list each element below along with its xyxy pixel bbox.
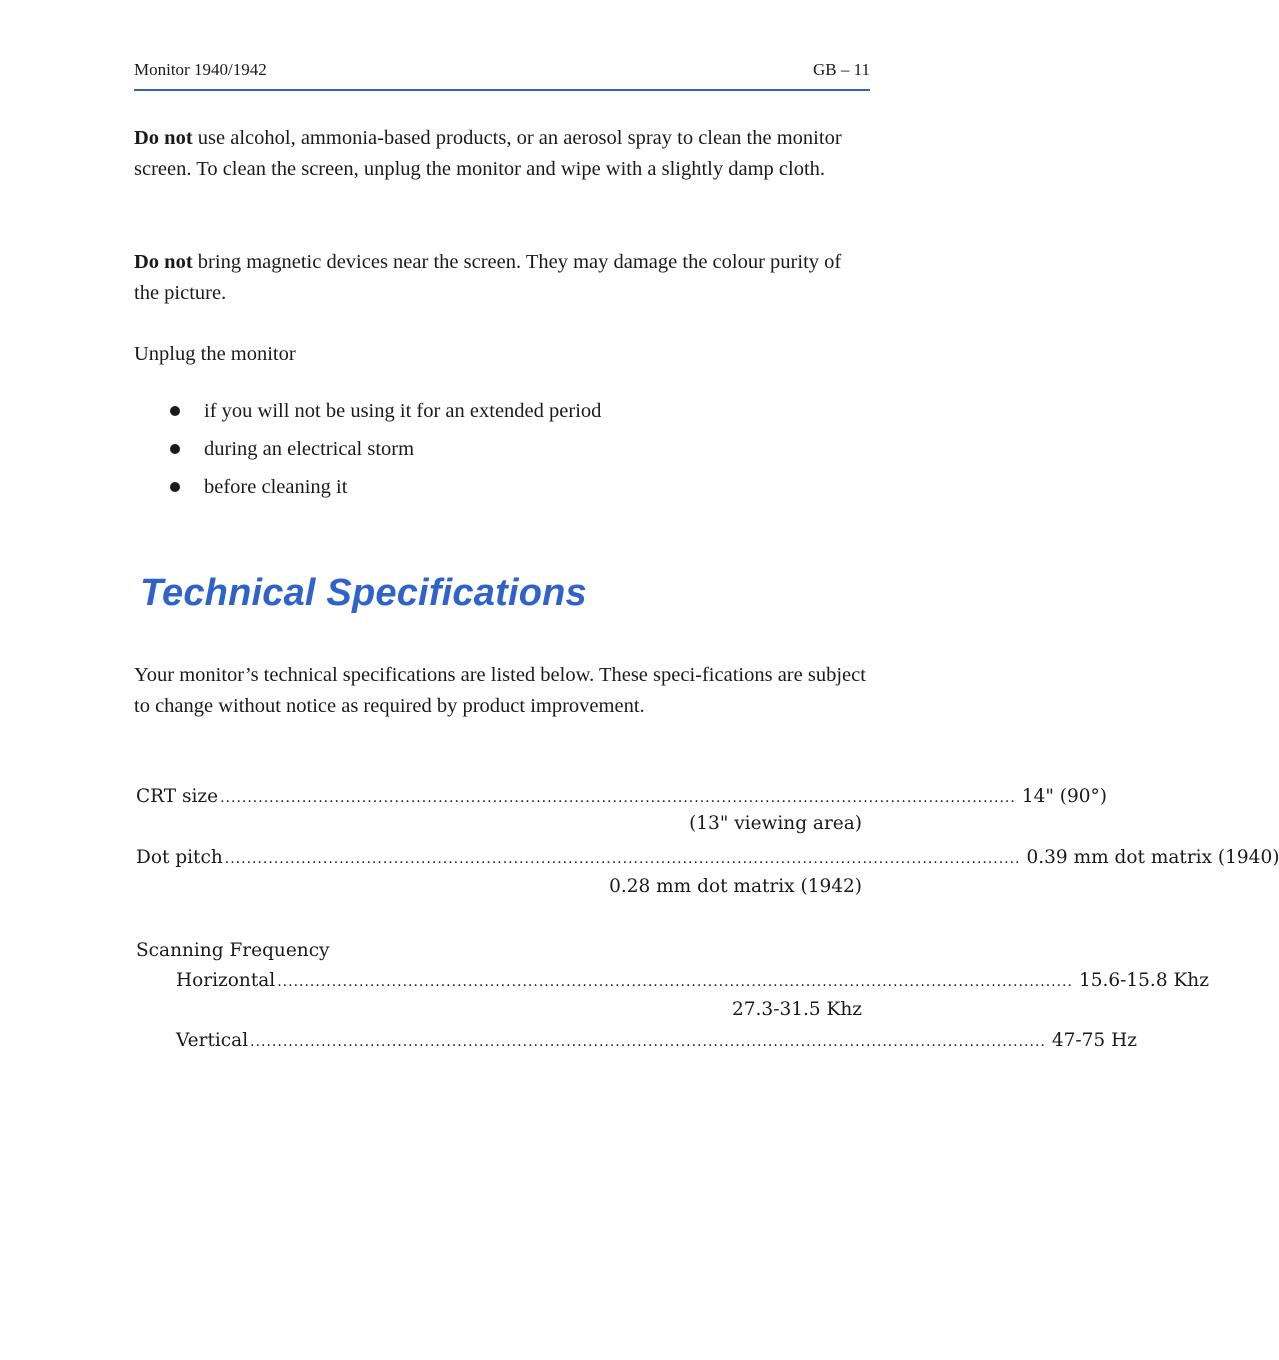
spec-label: Vertical [176,1030,249,1051]
spec-value: 47-75 Hz [1051,1030,1137,1051]
cleaning-warning-text: use alcohol, ammonia-based products, or an aerosol spray to clean the monitor screen. To clean the screen, unplug the monitor and wipe with a slightly damp cloth. [134,127,842,180]
spec-row-crt-size [136,782,1107,812]
bullet-icon [170,482,180,492]
dot-leader: .................................................................................................................................................. [250,1034,1046,1050]
list-item-text: before cleaning it [204,476,348,498]
spec-value: 0.39 mm dot matrix (1940) [1026,847,1279,868]
dot-leader: .................................................................................................................................................. [220,790,1016,806]
spec-value: 15.6-15.8 Khz [1078,970,1209,991]
spec-row-horizontal [176,966,1209,996]
magnetic-warning [134,247,864,309]
spec-value-extra: 0.28 mm dot matrix (1942) [609,876,862,897]
warning-emphasis: Do not [134,127,193,149]
spec-heading-scanning: Scanning Frequency [136,940,330,961]
list-item [168,392,601,430]
magnetic-warning-text: bring magnetic devices near the screen. They may damage the colour purity of the picture. [134,251,842,304]
spec-value-extra: 27.3-31.5 Khz [732,999,862,1020]
list-item-text: during an electrical storm [204,438,415,460]
dot-leader: .................................................................................................................................................. [224,851,1021,867]
unplug-list [168,392,601,506]
bullet-icon [170,444,180,454]
warning-emphasis: Do not [134,251,193,273]
spec-intro: Your monitor’s technical specifications are listed below. These speci-fications are subject to change without notice as required by product improvement. [134,664,866,717]
section-title: Technical Specifications [140,572,587,614]
spec-row-dot-pitch [136,843,1279,873]
header-divider [134,89,870,91]
list-item-text: if you will not be using it for an extended period [204,400,602,422]
spec-label: Horizontal [176,970,276,991]
cleaning-warning [134,123,864,185]
spec-label: CRT size [136,786,219,807]
dot-leader: .................................................................................................................................................. [277,974,1073,990]
spec-row-vertical [176,1026,1137,1056]
bullet-icon [170,406,180,416]
header-title: Monitor 1940/1942 [134,60,267,79]
spec-value: 14" (90°) [1021,786,1107,807]
list-item [168,468,601,506]
spec-label: Dot pitch [136,847,223,868]
list-item [168,430,601,468]
unplug-intro: Unplug the monitor [134,343,296,365]
page-header [134,60,870,86]
page-number: GB – 11 [813,60,870,79]
spec-value-extra: (13" viewing area) [689,813,862,834]
